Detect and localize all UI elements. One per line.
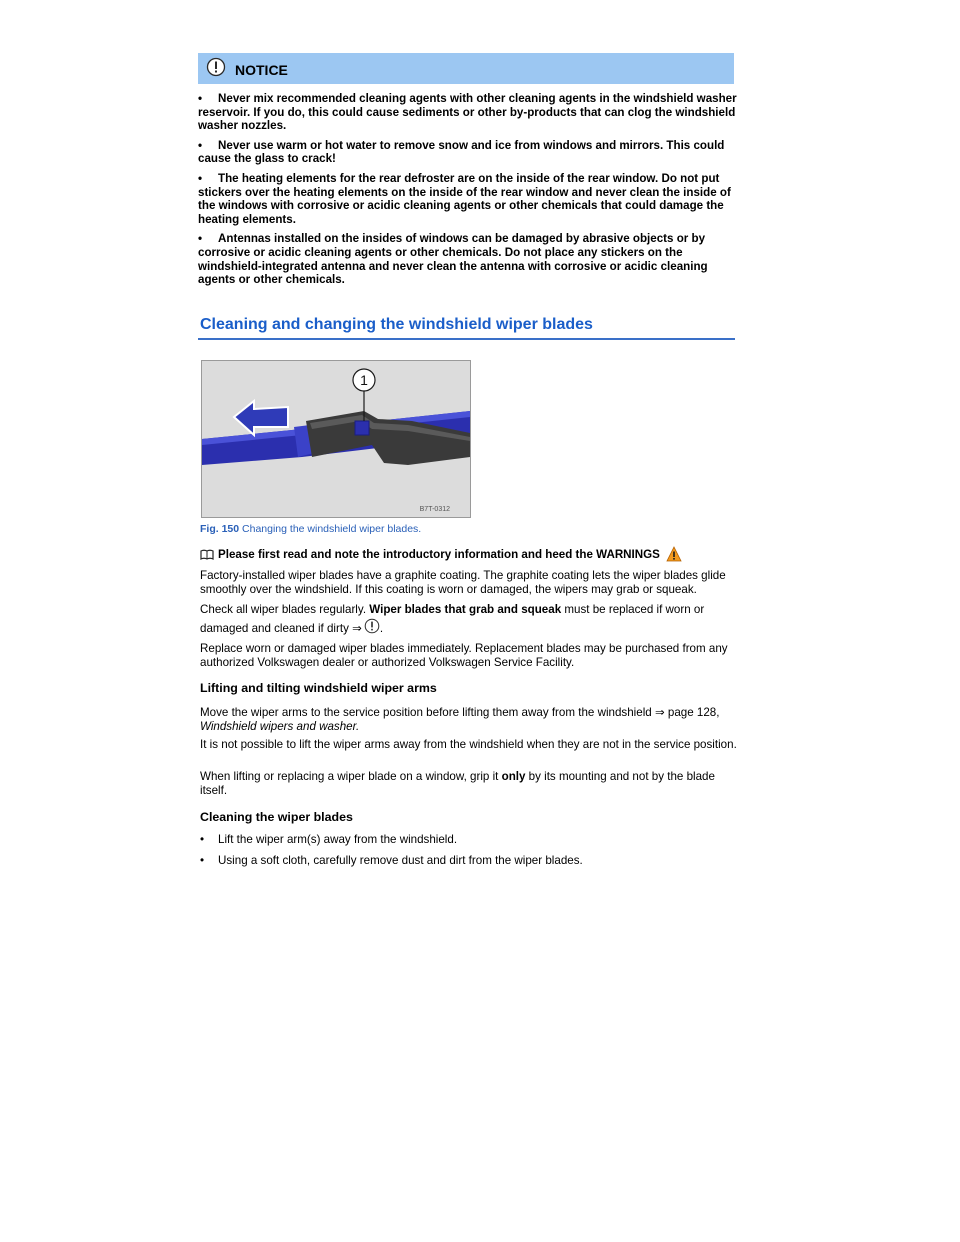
notice-title: NOTICE [235, 62, 288, 78]
figure-caption [200, 523, 421, 535]
cleaning-heading: Cleaning the wiper blades [200, 810, 353, 824]
notice-header [198, 53, 734, 84]
book-icon [200, 549, 214, 560]
figure-callout-1: 1 [360, 372, 368, 388]
intro-warning-line: Please first read and note the introductory information and heed the WARNINGS [200, 546, 740, 562]
wiper-blade-illustration [202, 361, 470, 517]
paragraph-service-position: Move the wiper arms to the service position before lifting them away from the windshield ⇒ page 128, Windshield wipers and washer. [200, 706, 720, 733]
warning-triangle-icon [666, 546, 682, 562]
notice-exclamation-icon [364, 618, 380, 634]
paragraph-not-possible: It is not possible to lift the wiper arms away from the windshield when they are not in the service position. [200, 738, 737, 751]
lifting-heading: Lifting and tilting windshield wiper arms [200, 681, 437, 695]
notice-exclamation-icon [206, 57, 226, 77]
notice-item: • Never use warm or hot water to remove snow and ice from windows and mirrors. This could cause the glass to crack! [198, 138, 725, 166]
cleaning-step: • Using a soft cloth, carefully remove dust and dirt from the wiper blades. [200, 853, 583, 867]
paragraph-check-blades: Check all wiper blades regularly. Wiper blades that grab and squeak must be replaced if worn or damaged and cleaned if dirty ⇒ . [200, 603, 705, 635]
heading-divider [198, 338, 735, 340]
cleaning-step: • Lift the wiper arm(s) away from the windshield. [200, 833, 458, 846]
paragraph-graphite: Factory-installed wiper blades have a graphite coating. The graphite coating lets the wiper blades glide smoothly over the windshield. If this coating is worn or damaged, the wipers may grab or squeak. [200, 569, 726, 596]
paragraph-replace-blades: Replace worn or damaged wiper blades immediately. Replacement blades may be purchased from any authorized Volkswagen dealer or authorized Volkswagen Service Facility. [200, 642, 728, 669]
notice-item: • Antennas installed on the insides of windows can be damaged by abrasive objects or by corrosive or acidic cleaning agents or other chemicals. Do not place any stickers on the windshield-integrated antenna and never clean the antenna with corrosive or acidic cleaning agents or other chemicals. [198, 232, 708, 287]
paragraph-grip-mounting: When lifting or replacing a wiper blade on a window, grip it only by its mounting and not by the blade itself. [200, 770, 715, 797]
wiper-blade-figure [201, 360, 471, 518]
figure-caption-text: Changing the windshield wiper blades. [242, 523, 422, 535]
cleaning-list [200, 833, 740, 874]
section-heading: Cleaning and changing the windshield wiper blades [200, 316, 593, 333]
figure-caption-label: Fig. 150 [200, 523, 240, 535]
notice-item: • The heating elements for the rear defroster are on the inside of the rear window. Do not put stickers over the heating elements on the inside of the rear window and never clean the inside of the windows with corrosive or acidic cleaning agents or other chemicals that could damage the heating elements. [198, 171, 731, 226]
notice-list [198, 92, 738, 293]
notice-item: • Never mix recommended cleaning agents with other cleaning agents in the windshield washer reservoir. If you do, this could cause sediments or other by-products that can clog the windshield washer nozzles. [198, 92, 737, 133]
figure-code: B7T-0312 [419, 506, 450, 513]
